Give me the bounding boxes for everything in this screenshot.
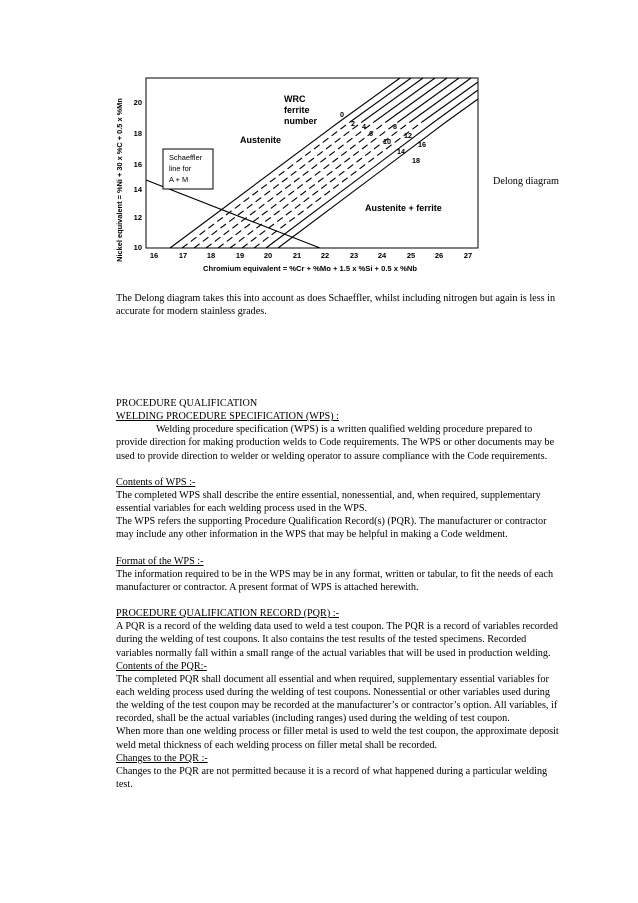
- y-tick-label: 20: [133, 98, 142, 107]
- format-wps-paragraph: The information required to be in the WPS may be in any format, written or tabular, to fit the needs of each manufacturer or contractor. A present format of WPS is attached herewith.: [116, 568, 554, 593]
- y-tick-label: 12: [133, 213, 142, 222]
- x-tick-label: 25: [406, 251, 416, 260]
- line-top: [422, 82, 478, 122]
- y-axis-label: Nickel equivalent = %Ni + 30 x %C + 0.5 x %Mn: [115, 98, 124, 262]
- x-tick-label: 23: [349, 251, 359, 260]
- delong-diagram: [110, 70, 490, 288]
- changes-pqr-paragraph: Changes to the PQR are not permitted because it is a record of what happened during a particular welding test.: [116, 765, 548, 791]
- wrc-title: [284, 94, 318, 126]
- line-top: [339, 78, 400, 122]
- ferrite-lines-solid-tops: [339, 78, 478, 122]
- line-top: [362, 78, 423, 122]
- line-top: [410, 78, 471, 122]
- schaeffler-box-line-3: A + M: [169, 175, 189, 184]
- ferrite-line-6: [206, 122, 374, 248]
- ferrite-number: 0: [340, 110, 344, 119]
- x-tick-label: 20: [263, 251, 273, 260]
- section-title: PROCEDURE QUALIFICATION: [116, 398, 258, 409]
- wrc-title-line-3: number: [284, 116, 318, 126]
- x-tick-label: 26: [434, 251, 444, 260]
- contents-wps-heading: Contents of WPS :-: [116, 476, 196, 488]
- format-wps-heading: Format of the WPS :-: [116, 555, 204, 567]
- x-tick-label: 22: [320, 251, 330, 260]
- y-tick-label: 14: [133, 185, 142, 194]
- ferrite-number: 12: [404, 131, 412, 140]
- region-austenite: Austenite: [240, 135, 282, 145]
- contents-wps-paragraph-1: The completed WPS shall describe the entire essential, nonessential, and, when required, supplementary essential variables for each welding process used in the WPS.: [116, 489, 541, 515]
- spacer: [116, 542, 561, 555]
- x-axis-label: Chromium equivalent = %Cr + %Mo + 1.5 x %Si + 0.5 x %Nb: [203, 264, 417, 273]
- pqr-heading: PROCEDURE QUALIFICATION RECORD (PQR) :-: [116, 608, 339, 620]
- line-top: [374, 78, 435, 122]
- x-tick-label: 27: [463, 251, 473, 260]
- schaeffler-label-box: [163, 149, 213, 189]
- contents-pqr-heading: Contents of the PQR:-: [116, 660, 207, 672]
- y-tick-label: 18: [133, 129, 142, 138]
- wrc-title-line-2: ferrite: [284, 105, 310, 115]
- x-ticks: [150, 251, 472, 260]
- region-austenite-ferrite: Austenite + ferrite: [365, 203, 442, 213]
- contents-pqr-paragraph-2: When more than one welding process or filler metal is used to weld the test coupon, the approximate deposit weld metal thickness of each welding process on filler metal shall be recorded.: [116, 726, 559, 751]
- x-tick-label: 18: [206, 251, 216, 260]
- x-tick-label: 21: [292, 251, 302, 260]
- schaeffler-line: [146, 180, 320, 248]
- schaeffler-box-line-2: line for: [169, 164, 192, 173]
- x-tick-label: 16: [149, 251, 159, 260]
- ferrite-number: 10: [383, 137, 391, 146]
- figure-caption: Delong diagram: [493, 176, 559, 187]
- line-top: [386, 78, 447, 122]
- ferrite-number: 16: [418, 140, 426, 149]
- intro-paragraph: The Delong diagram takes this into account as does Schaeffler, whilst including nitrogen but again is less in accurate for modern stainless grades.: [116, 293, 556, 318]
- ferrite-line-16: [266, 122, 434, 248]
- line-top: [398, 78, 459, 122]
- ferrite-number: 18: [412, 156, 420, 165]
- pqr-paragraph: A PQR is a record of the welding data used to weld a test coupon. The PQR is a record of variables recorded during the welding of test coupons. It also contains the test results of the tested specimens. Recorded variables normally fall within a small range of the actual variables that will be used in production welding.: [116, 621, 558, 659]
- line-top: [434, 90, 478, 122]
- wps-paragraph: Welding procedure specification (WPS) is a written qualified welding procedure prepared to provide direction for making production welds to Code requirements. The WPS or other documents may be used to provide direction to welder or welding operator to assure compliance with the Code requirements.: [116, 424, 555, 462]
- line-top: [350, 78, 411, 122]
- y-tick-label: 16: [133, 160, 142, 169]
- x-tick-label: 24: [377, 251, 387, 260]
- wrc-title-line-1: WRC: [284, 94, 306, 104]
- ferrite-number: 14: [397, 147, 405, 156]
- schaeffler-box-line-1: Schaeffler: [169, 153, 203, 162]
- line-top: [446, 99, 478, 122]
- spacer: [116, 463, 561, 476]
- contents-wps-paragraph-2: The WPS refers the supporting Procedure Qualification Record(s) (PQR). The manufacturer or contractor may include any other information in the WPS that may be helpful in making a Code weldment.: [116, 516, 547, 541]
- changes-pqr-heading: Changes to the PQR :-: [116, 752, 208, 764]
- ferrite-number: 6: [369, 129, 373, 138]
- y-tick-label: 10: [133, 243, 142, 252]
- spacer: [116, 594, 561, 607]
- ferrite-number: 4: [362, 122, 366, 131]
- x-tick-label: 19: [235, 251, 245, 260]
- ferrite-number: 8: [393, 122, 397, 131]
- y-ticks: [134, 98, 143, 252]
- wps-heading: WELDING PROCEDURE SPECIFICATION (WPS) :: [116, 411, 339, 423]
- body-text: [116, 397, 561, 791]
- contents-pqr-paragraph-1: The completed PQR shall document all essential and when required, supplementary essential variables for each welding process used during the welding of test coupons. Nonessential or other variables used during the welding of the test coupon may be recorded at the manufacturer’s or contractor’s option. All variables, if recorded, shall be the actual variables (including ranges) used during the welding of test coupon.: [116, 673, 558, 725]
- ferrite-number: 2: [351, 119, 355, 128]
- x-tick-label: 17: [178, 251, 188, 260]
